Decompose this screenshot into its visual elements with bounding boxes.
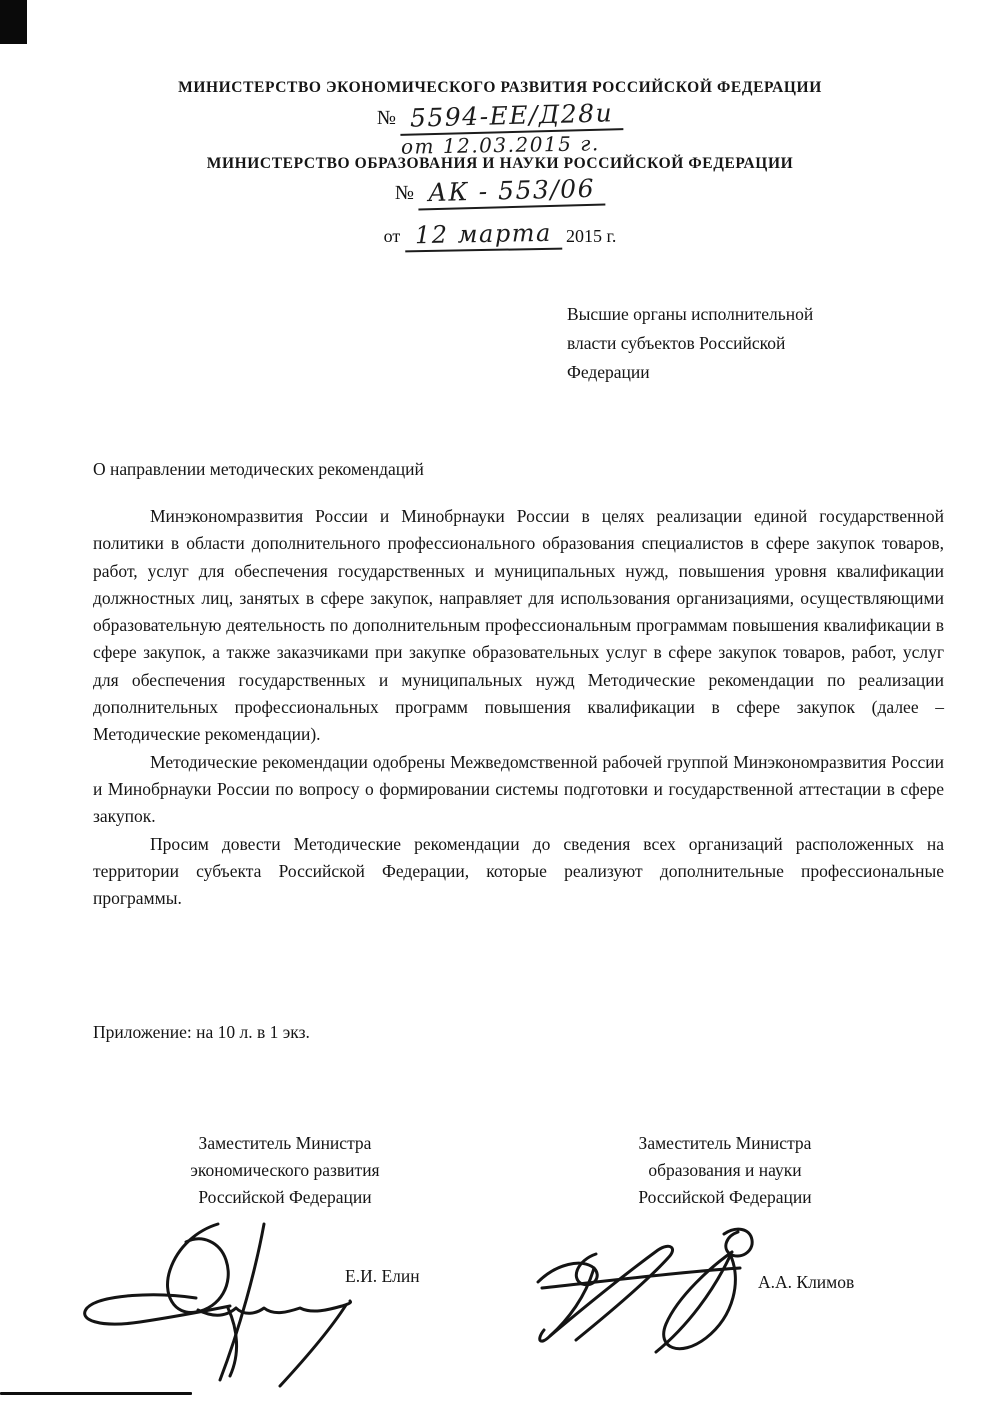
- signer-edu-title-block: [585, 1130, 865, 1211]
- body-paragraph: Просим довести Методические рекомендации до сведения всех организаций расположенных на территории субъекта Российской Федерации, которые реализуют дополнительные профессиональные программы.: [93, 833, 944, 909]
- elin-name: Е.И. Елин: [345, 1266, 420, 1286]
- econ-reg-number-line: [0, 98, 1000, 133]
- signer-econ-title-block: [145, 1130, 425, 1211]
- recipient-block: [567, 300, 813, 387]
- klimov-name: А.А. Климов: [758, 1272, 855, 1292]
- edu-reg-number-handwritten: АК - 553/06: [418, 174, 606, 211]
- body-paragraph: Методические рекомендации одобрены Межведомственной рабочей группой Минэкономразвития России и Минобрнауки России по вопросу о формировании системы подготовки и государственной аттестации в сфере закупок.: [93, 751, 944, 827]
- bottom-fold-line: [0, 1392, 192, 1395]
- signer-title-line: образования и науки: [648, 1160, 802, 1180]
- ministry-econ-title: МИНИСТЕРСТВО ЭКОНОМИЧЕСКОГО РАЗВИТИЯ РОССИЙСКОЙ ФЕДЕРАЦИИ: [178, 79, 822, 96]
- signer-title-line: Заместитель Министра: [638, 1133, 812, 1153]
- econ-reg-number-handwritten: 5594-ЕЕ/Д28и: [400, 98, 624, 136]
- ministry-edu-title: МИНИСТЕРСТВО ОБРАЗОВАНИЯ И НАУКИ РОССИЙСКОЙ ФЕДЕРАЦИИ: [206, 155, 794, 172]
- signer-title-line: Российской Федерации: [638, 1187, 812, 1207]
- letter-date-line: [0, 220, 1000, 251]
- date-handwritten: 12 марта: [404, 219, 561, 253]
- klimov-signature-icon: [528, 1224, 778, 1374]
- body-paragraph: Минэкономразвития России и Минобрнауки России в целях реализации единой государственной политики в области дополнительного профессионального образования специалистов в сфере закупок товаров, работ, услуг для обеспечения государственных и муниципальных нужд, повышения уровня квалификации должностных лиц, занятых в сфере закупок, направляет для использования организациями, осуществляющими образовательную деятельность по дополнительным профессиональным программам повышения квалификации в сфере закупок, а также заказчиками при закупке образовательных услуг в сфере закупок товаров, работ, услуг для обеспечения государственных и муниципальных нужд Методические рекомендации по реализации дополнительных профессиональных программ повышения квалификации в сфере закупок (далее – Методические рекомендации).: [93, 506, 944, 745]
- scan-corner-artifact: [0, 0, 27, 44]
- signer-title-line: Российской Федерации: [198, 1187, 372, 1207]
- signer-title-line: экономического развития: [190, 1160, 380, 1180]
- recipient-line: Высшие органы исполнительной: [567, 304, 814, 324]
- recipient-line: Федерации: [567, 362, 650, 382]
- date-prefix: от: [383, 226, 401, 246]
- numero-sign: №: [394, 182, 414, 204]
- edu-reg-number-line: [0, 173, 1000, 208]
- signer-title-line: Заместитель Министра: [198, 1133, 372, 1153]
- numero-sign: №: [376, 107, 396, 129]
- date-year: 2015 г.: [566, 226, 617, 246]
- recipient-line: власти субъектов Российской: [567, 333, 786, 353]
- attachment-note: Приложение: на 10 л. в 1 экз.: [93, 1022, 310, 1042]
- subject-line: О направлении методических рекомендаций: [93, 459, 424, 479]
- elin-signature-icon: [78, 1218, 398, 1396]
- econ-reg-date-handwritten: от 12.03.2015 г.: [400, 131, 600, 159]
- letter-body: [93, 503, 944, 912]
- econ-reg-date-line: [0, 133, 1000, 157]
